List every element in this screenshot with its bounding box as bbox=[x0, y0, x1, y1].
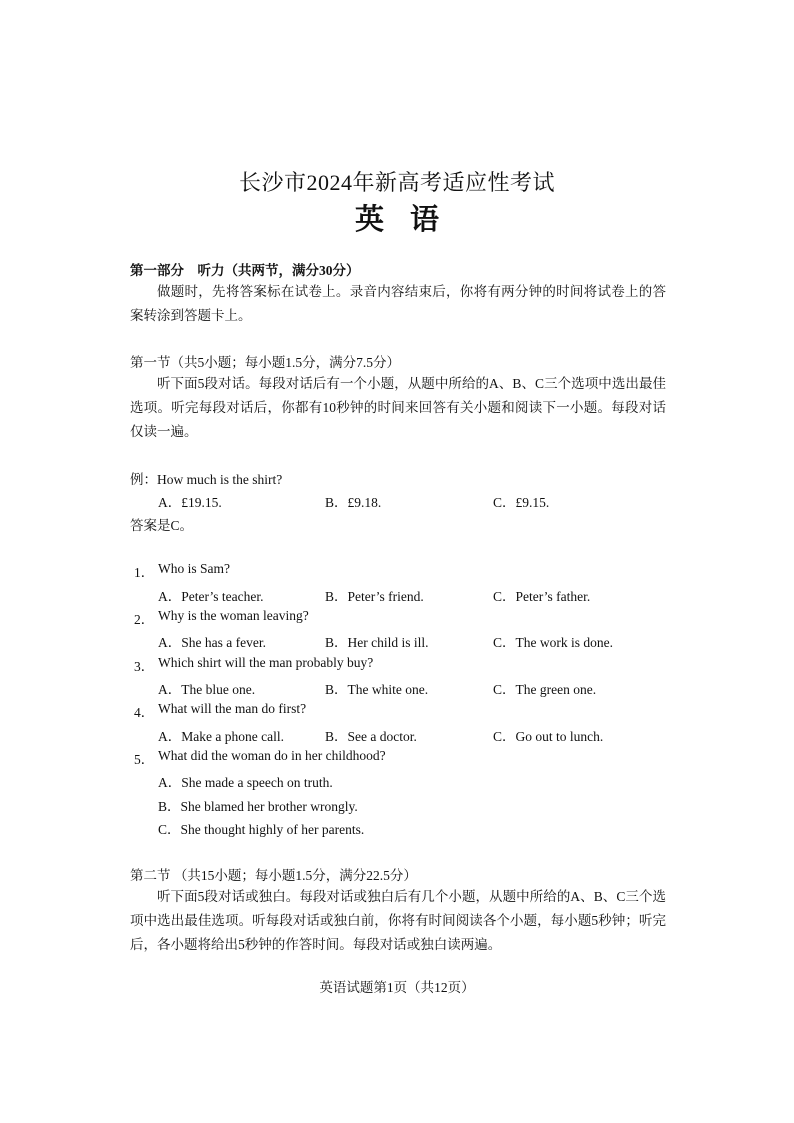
option-a: A．The blue one. bbox=[158, 682, 256, 697]
question-text: Who is Sam? bbox=[158, 561, 230, 576]
option-a: A．She made a speech on truth. bbox=[158, 775, 333, 790]
exam-title: 长沙市2024年新高考适应性考试 bbox=[238, 170, 555, 195]
part1-instruction: 做题时，先将答案标在试卷上。录音内容结束后，你将有两分钟的时间将试卷上的答案转涂到答题卡上。 bbox=[130, 284, 666, 323]
example-answer: 答案是C。 bbox=[130, 518, 194, 533]
question-text: Which shirt will the man probably buy? bbox=[158, 655, 374, 670]
option-b: B．See a doctor. bbox=[325, 729, 417, 744]
question-number: 5． bbox=[134, 752, 155, 767]
option-c: C．The work is done. bbox=[493, 635, 613, 650]
page-footer: 英语试题第1页（共12页） bbox=[319, 980, 475, 995]
example-option-c: C．£9.15. bbox=[493, 495, 550, 510]
section1-heading: 第一节（共5小题；每小题1.5分，满分7.5分） bbox=[130, 355, 400, 370]
option-a: A．Make a phone call. bbox=[158, 729, 284, 744]
section1-instruction: 听下面5段对话。每段对话后有一个小题，从题中所给的A、B、C三个选项中选出最佳选项。听完每段对话后，你都有10秒钟的时间来回答有关小题和阅读下一小题。每段对话仅读一遍。 bbox=[130, 376, 666, 439]
option-c: C．She thought highly of her parents. bbox=[158, 822, 365, 837]
option-c: C．The green one. bbox=[493, 682, 597, 697]
example-option-a: A．£19.15. bbox=[158, 495, 222, 510]
option-c: C．Peter’s father. bbox=[493, 589, 591, 604]
question-number: 3． bbox=[134, 659, 155, 674]
example-question: 例：How much is the shirt? bbox=[130, 472, 283, 487]
subject-title: 英语 bbox=[354, 204, 465, 236]
option-a: A．She has a fever. bbox=[158, 635, 266, 650]
question-text: What will the man do first? bbox=[158, 701, 307, 716]
option-b: B．Peter’s friend. bbox=[325, 589, 424, 604]
example-option-b: B．£9.18. bbox=[325, 495, 382, 510]
option-c: C．Go out to lunch. bbox=[493, 729, 604, 744]
option-a: A．Peter’s teacher. bbox=[158, 589, 264, 604]
section2-heading: 第二节 （共15小题；每小题1.5分，满分22.5分） bbox=[130, 868, 417, 883]
question-number: 4． bbox=[134, 705, 155, 720]
option-b: B．She blamed her brother wrongly. bbox=[158, 799, 358, 814]
part1-heading: 第一部分 听力（共两节，满分30分） bbox=[130, 263, 360, 278]
option-b: B．Her child is ill. bbox=[325, 635, 429, 650]
question-text: What did the woman do in her childhood? bbox=[158, 748, 386, 763]
question-text: Why is the woman leaving? bbox=[158, 608, 309, 623]
option-b: B．The white one. bbox=[325, 682, 429, 697]
question-number: 1． bbox=[134, 565, 155, 580]
section2-instruction: 听下面5段对话或独白。每段对话或独白后有几个小题，从题中所给的A、B、C三个选项中选出最佳选项。听每段对话或独白前，你将有时间阅读各个小题，每小题5秒钟；听完后，各小题将给出5秒钟的作答时间。每段对话或独白读两遍。 bbox=[130, 889, 666, 952]
question-number: 2． bbox=[134, 612, 155, 627]
